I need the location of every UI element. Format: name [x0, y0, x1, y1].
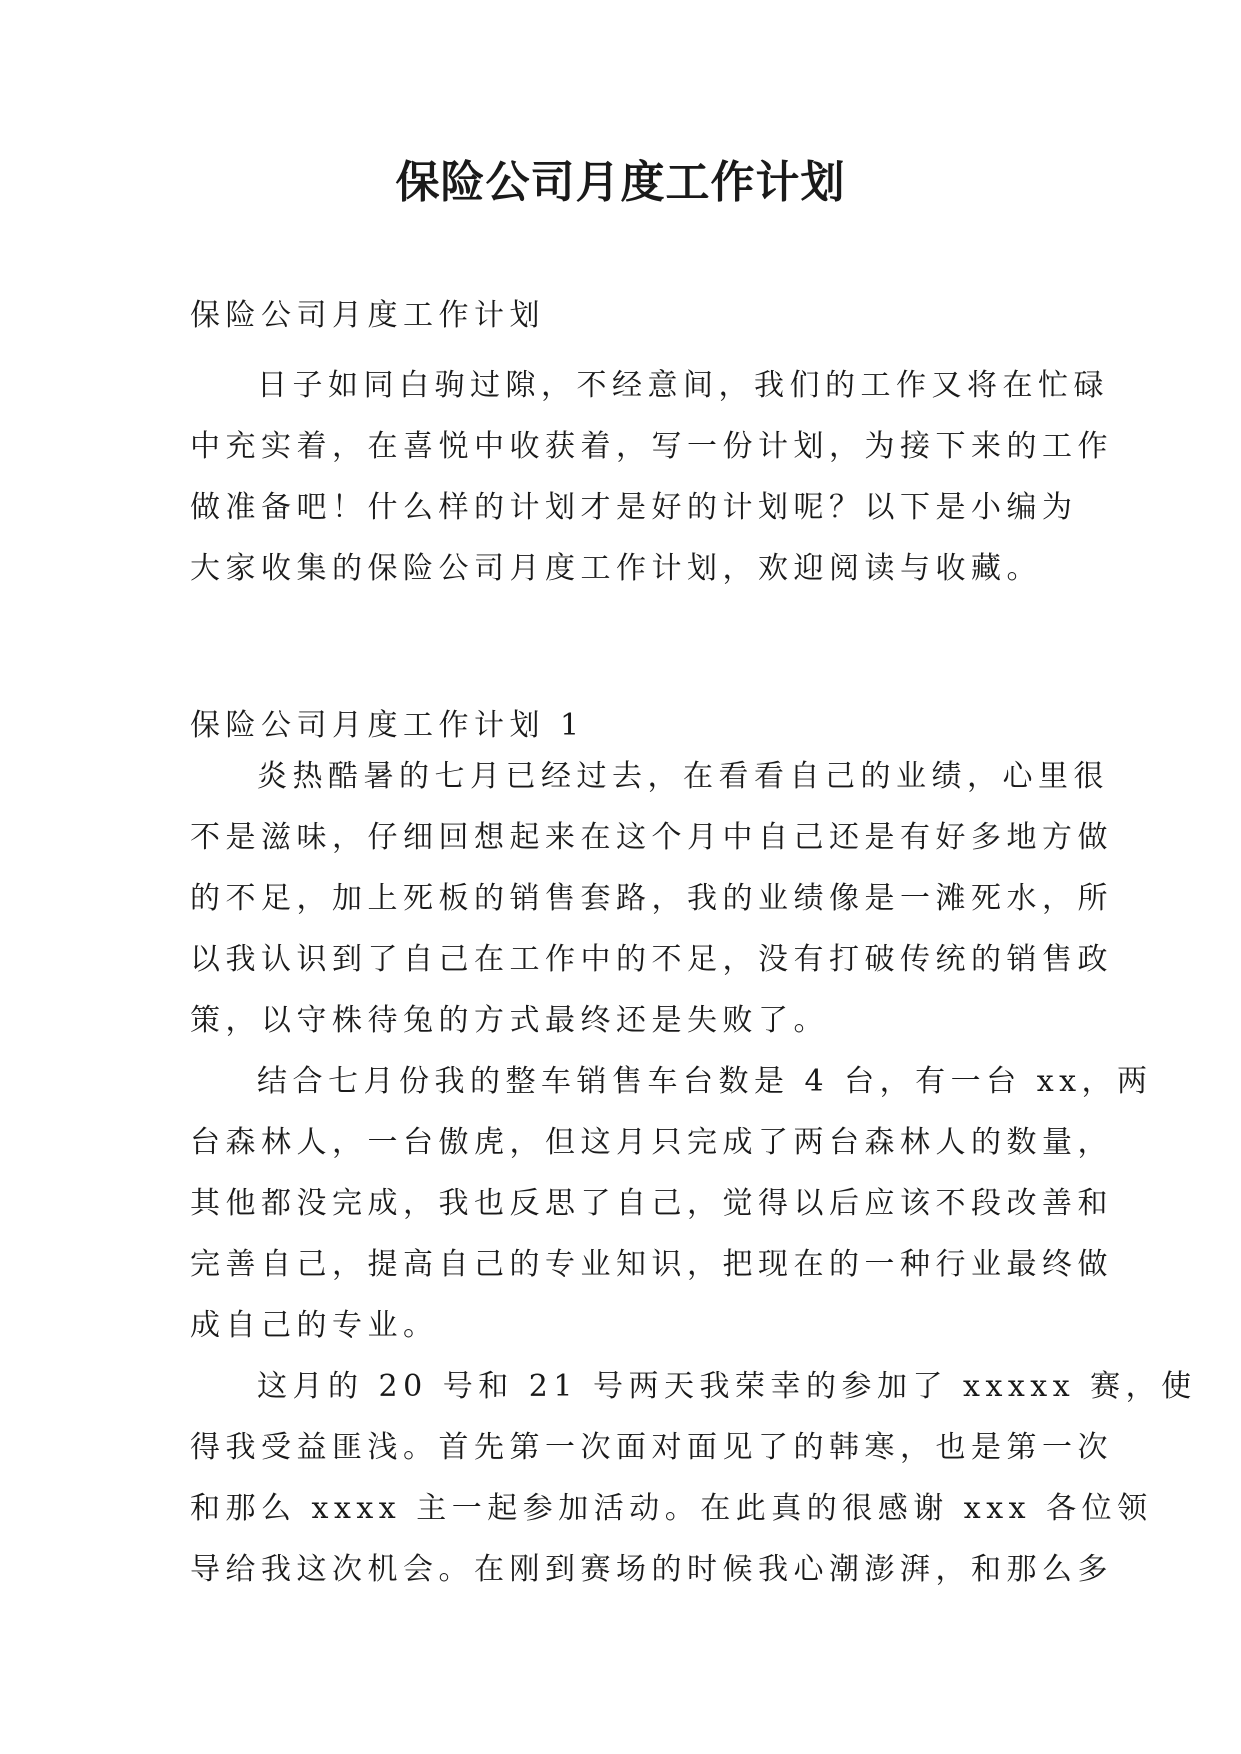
paragraph-line: 大家收集的保险公司月度工作计划，欢迎阅读与收藏。	[190, 551, 1042, 586]
paragraph-line: 结合七月份我的整车销售车台数是 4 台，有一台 xx，两	[257, 1064, 1153, 1099]
paragraph-line: 的不足，加上死板的销售套路，我的业绩像是一滩死水，所	[190, 881, 1113, 916]
paragraph-line: 其他都没完成，我也反思了自己，觉得以后应该不段改善和	[190, 1186, 1113, 1221]
paragraph-line: 做准备吧！什么样的计划才是好的计划呢？以下是小编为	[190, 490, 1078, 525]
document-subtitle: 保险公司月度工作计划	[190, 298, 545, 333]
intro-paragraph	[190, 355, 1113, 599]
paragraph-line: 和那么 xxxx 主一起参加活动。在此真的很感谢 xxx 各位领	[190, 1491, 1153, 1526]
paragraph-line: 这月的 20 号和 21 号两天我荣幸的参加了 xxxxx 赛，使	[257, 1369, 1197, 1404]
paragraph-line: 得我受益匪浅。首先第一次面对面见了的韩寒，也是第一次	[190, 1430, 1113, 1465]
paragraph-line: 导给我这次机会。在刚到赛场的时候我心潮澎湃，和那么多	[190, 1552, 1113, 1587]
paragraph-line: 中充实着，在喜悦中收获着，写一份计划，为接下来的工作	[190, 429, 1113, 464]
paragraph-line: 炎热酷暑的七月已经过去，在看看自己的业绩，心里很	[257, 759, 1109, 794]
paragraph-line: 日子如同白驹过隙，不经意间，我们的工作又将在忙碌	[257, 368, 1109, 403]
paragraph-line: 成自己的专业。	[190, 1308, 439, 1343]
body-paragraph-1	[190, 746, 1113, 1051]
section-heading: 保险公司月度工作计划 1	[190, 708, 585, 743]
paragraph-line: 以我认识到了自己在工作中的不足，没有打破传统的销售政	[190, 942, 1113, 977]
document-title: 保险公司月度工作计划	[395, 157, 846, 208]
paragraph-line: 台森林人，一台傲虎，但这月只完成了两台森林人的数量，	[190, 1125, 1113, 1160]
paragraph-line: 不是滋味，仔细回想起来在这个月中自己还是有好多地方做	[190, 820, 1113, 855]
paragraph-line: 完善自己，提高自己的专业知识，把现在的一种行业最终做	[190, 1247, 1113, 1282]
paragraph-line: 策，以守株待兔的方式最终还是失败了。	[190, 1003, 829, 1038]
body-paragraph-2	[190, 1051, 1153, 1356]
body-paragraph-3	[190, 1356, 1197, 1600]
